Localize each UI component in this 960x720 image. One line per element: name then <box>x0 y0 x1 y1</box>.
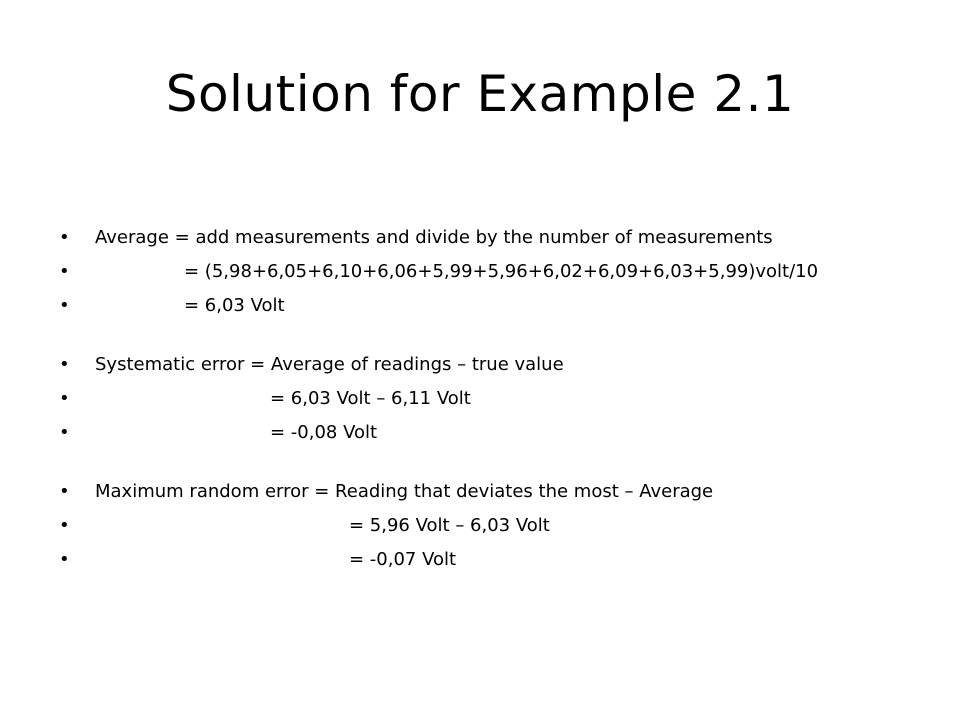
bullet-item-random-error <box>0 475 960 509</box>
bullet-dot-icon: • <box>59 295 70 316</box>
bullet-dot-icon: • <box>59 261 70 282</box>
bullet-item-average-formula <box>0 255 960 289</box>
bullet-dot-icon: • <box>59 549 70 570</box>
bullet-dot-icon: • <box>59 422 70 443</box>
bullet-text: Average = add measurements and divide by the number of measurements <box>95 227 773 248</box>
bullet-text: = 6,03 Volt – 6,11 Volt <box>270 388 471 409</box>
bullet-text: Systematic error = Average of readings – true value <box>95 354 564 375</box>
bullet-list <box>0 221 960 577</box>
bullet-dot-icon: • <box>59 515 70 536</box>
bullet-text: = -0,07 Volt <box>349 549 457 570</box>
bullet-dot-icon: • <box>59 481 70 502</box>
bullet-item-average-result <box>0 289 960 323</box>
bullet-item-random-formula <box>0 509 960 543</box>
bullet-dot-icon: • <box>59 388 70 409</box>
bullet-dot-icon: • <box>59 354 70 375</box>
bullet-item-systematic-error <box>0 348 960 382</box>
bullet-item-systematic-formula <box>0 382 960 416</box>
bullet-text: Maximum random error = Reading that deviates the most – Average <box>95 481 714 502</box>
bullet-text: = (5,98+6,05+6,10+6,06+5,99+5,96+6,02+6,09+6,03+5,99)volt/10 <box>184 261 819 282</box>
bullet-dot-icon: • <box>59 227 70 248</box>
bullet-item-average <box>0 221 960 255</box>
bullet-text: = 5,96 Volt – 6,03 Volt <box>349 515 550 536</box>
bullet-item-systematic-result <box>0 416 960 450</box>
bullet-text: = -0,08 Volt <box>270 422 378 443</box>
slide-title: Solution for Example 2.1 <box>165 65 795 123</box>
bullet-text: = 6,03 Volt <box>184 295 285 316</box>
bullet-item-random-result <box>0 543 960 577</box>
